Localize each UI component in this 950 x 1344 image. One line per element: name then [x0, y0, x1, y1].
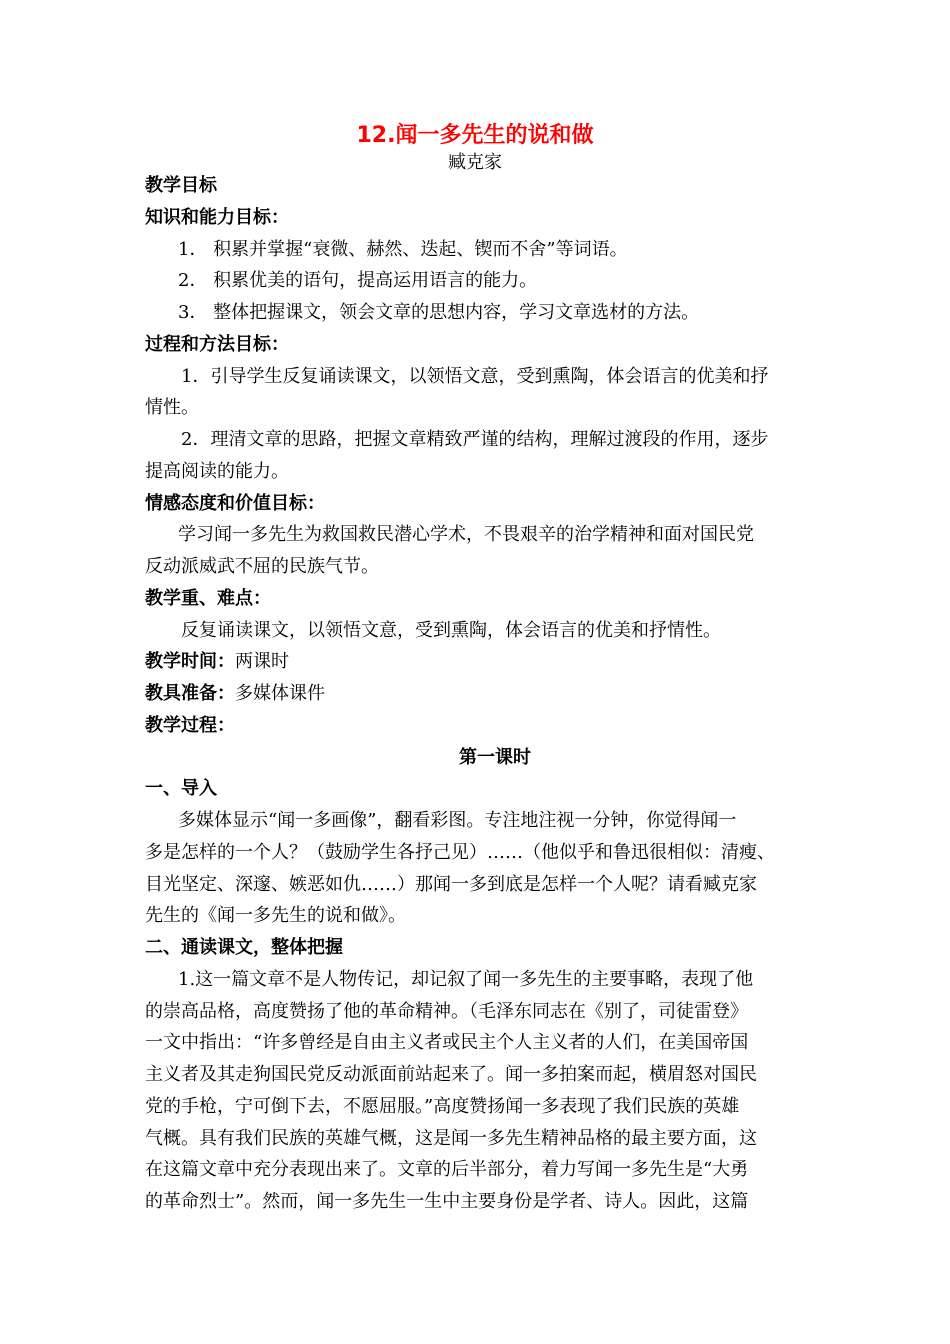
section-1-line-4: 先生的《闻一多先生的说和做》。 [145, 905, 406, 926]
process-item-2-line-1: 2．理清文章的思路，把握文章精致严谨的结构，理解过渡段的作用，逐步 [181, 429, 769, 450]
teaching-tools-value: 多媒体课件 [235, 683, 325, 704]
section-2-line-7: 在这篇文章中充分表现出来了。文章的后半部分，着力写闻一多先生是“大勇 [145, 1159, 749, 1180]
section-2-title: 二、通读课文，整体把握 [145, 937, 343, 958]
process-item-1-line-2: 情性。 [145, 397, 199, 418]
section-1-line-1: 多媒体显示“闻一多画像”，翻看彩图。专注地注视一分钟，你觉得闻一 [178, 810, 737, 831]
heading-emotion-goals: 情感态度和价值目标： [145, 493, 325, 514]
section-2-line-3: 一文中指出：“许多曾经是自由主义者或民主个人主义者的人们，在美国帝国 [145, 1032, 749, 1053]
teaching-tools-row [145, 682, 325, 706]
section-1-title: 一、导入 [145, 778, 217, 799]
section-2-line-4: 主义者及其走狗国民党反动派面前站起来了。闻一多拍案而起，横眉怒对国民 [145, 1064, 757, 1085]
heading-teaching-goals: 教学目标 [145, 175, 217, 196]
section-2-line-2: 的崇高品格，高度赞扬了他的革命精神。（毛泽东同志在《别了，司徒雷登》 [145, 1001, 748, 1022]
section-2-line-6: 气概。具有我们民族的英雄气概，这是闻一多先生精神品格的最主要方面，这 [145, 1128, 757, 1149]
section-1-line-3: 目光坚定、深邃、嫉恶如仇……）那闻一多到底是怎样一个人呢？请看臧克家 [145, 874, 757, 895]
document-title: 12.闻一多先生的说和做 [356, 123, 594, 148]
teaching-tools-label: 教具准备： [145, 683, 235, 704]
emotion-text-line-1: 学习闻一多先生为救国救民潜心学术，不畏艰辛的治学精神和面对国民党 [178, 524, 754, 545]
knowledge-item-1: 1． 积累并掌握“衰微、赫然、迭起、锲而不舍”等词语。 [178, 239, 628, 260]
emotion-text-line-2: 反动派威武不屈的民族气节。 [145, 556, 379, 577]
heading-knowledge-goals: 知识和能力目标： [145, 207, 289, 228]
section-2-line-1: 1.这一篇文章不是人物传记，却记叙了闻一多先生的主要事略，表现了他 [178, 969, 754, 990]
knowledge-item-3: 3． 整体把握课文，领会文章的思想内容，学习文章选材的方法。 [178, 302, 700, 323]
teaching-time-row [145, 650, 289, 674]
section-1-line-2: 多是怎样的一个人？（鼓励学生各抒己见）……（他似乎和鲁迅很相似：清瘦、 [145, 842, 775, 863]
key-points-text: 反复诵读课文，以领悟文意，受到熏陶，体会语言的优美和抒情性。 [181, 620, 721, 641]
teaching-time-label: 教学时间： [145, 651, 235, 672]
heading-process-goals: 过程和方法目标： [145, 334, 289, 355]
section-2-line-8: 的革命烈士”。然而，闻一多先生一生中主要身份是学者、诗人。因此，这篇 [145, 1191, 749, 1212]
process-item-2-line-2: 提高阅读的能力。 [145, 461, 289, 482]
teaching-time-value: 两课时 [235, 651, 289, 672]
heading-key-points: 教学重、难点： [145, 588, 271, 609]
lesson-1-heading: 第一课时 [459, 747, 531, 768]
heading-teaching-process: 教学过程： [145, 715, 235, 736]
knowledge-item-2: 2． 积累优美的语句，提高运用语言的能力。 [178, 270, 538, 291]
author-name: 臧克家 [448, 152, 502, 173]
process-item-1-line-1: 1．引导学生反复诵读课文，以领悟文意，受到熏陶，体会语言的优美和抒 [181, 366, 769, 387]
section-2-line-5: 党的手枪，宁可倒下去，不愿屈服。”高度赞扬闻一多表现了我们民族的英雄 [145, 1096, 740, 1117]
